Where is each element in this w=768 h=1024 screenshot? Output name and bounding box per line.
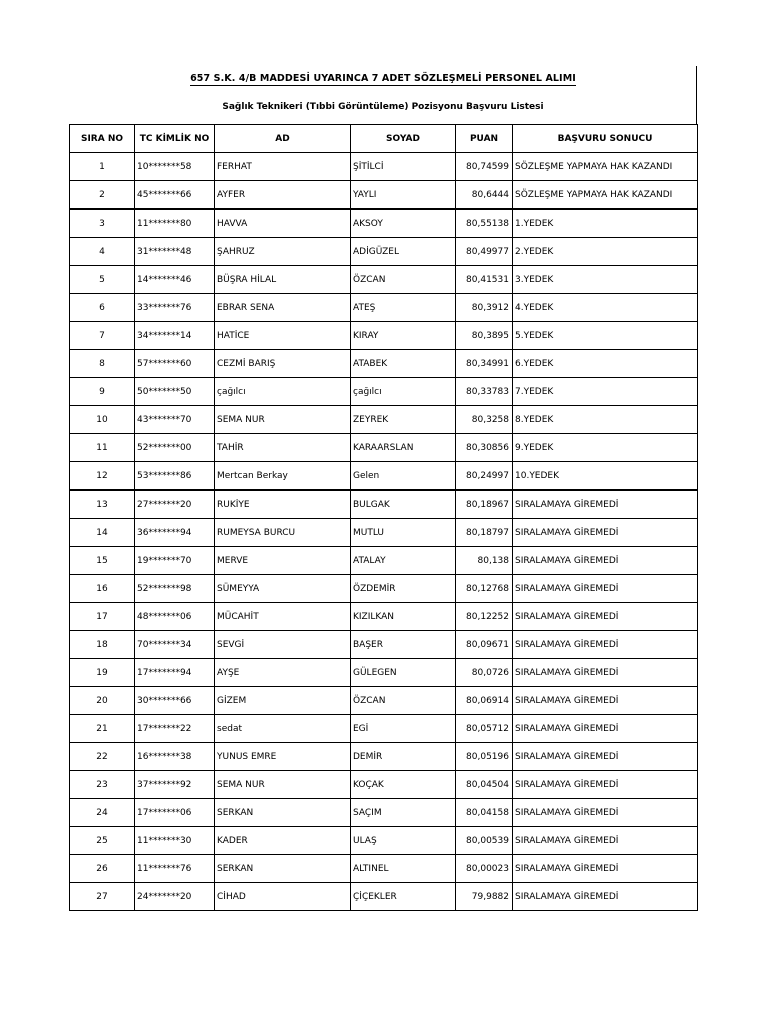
cell-basvuru-sonucu: SIRALAMAYA GİREMEDİ — [513, 575, 698, 603]
cell-tc-kimlik-no: 11*******80 — [135, 209, 215, 238]
cell-sira-no: 21 — [70, 715, 135, 743]
cell-sira-no: 14 — [70, 519, 135, 547]
cell-soyad: ADİGÜZEL — [351, 238, 456, 266]
table-row — [70, 153, 698, 181]
header-basvuru-sonucu: BAŞVURU SONUCU — [513, 125, 698, 153]
cell-sira-no: 3 — [70, 209, 135, 238]
table-row — [70, 209, 698, 238]
cell-ad: EBRAR SENA — [215, 294, 351, 322]
table-row — [70, 490, 698, 519]
cell-tc-kimlik-no: 19*******70 — [135, 547, 215, 575]
cell-sira-no: 19 — [70, 659, 135, 687]
cell-ad: SERKAN — [215, 799, 351, 827]
cell-sira-no: 7 — [70, 322, 135, 350]
cell-basvuru-sonucu: 10.YEDEK — [513, 462, 698, 491]
cell-tc-kimlik-no: 11*******30 — [135, 827, 215, 855]
cell-puan: 80,04504 — [456, 771, 513, 799]
table-row — [70, 322, 698, 350]
page-border-line — [696, 66, 697, 124]
cell-soyad: KIZILKAN — [351, 603, 456, 631]
cell-puan: 80,41531 — [456, 266, 513, 294]
cell-puan: 80,18797 — [456, 519, 513, 547]
header-ad: AD — [215, 125, 351, 153]
cell-ad: çağılcı — [215, 378, 351, 406]
cell-basvuru-sonucu: 9.YEDEK — [513, 434, 698, 462]
cell-puan: 80,33783 — [456, 378, 513, 406]
table-row — [70, 827, 698, 855]
cell-sira-no: 23 — [70, 771, 135, 799]
cell-soyad: KARAARSLAN — [351, 434, 456, 462]
cell-ad: SEMA NUR — [215, 771, 351, 799]
cell-puan: 80,6444 — [456, 181, 513, 210]
cell-sira-no: 6 — [70, 294, 135, 322]
table-row — [70, 266, 698, 294]
cell-soyad: AKSOY — [351, 209, 456, 238]
cell-soyad: ZEYREK — [351, 406, 456, 434]
cell-soyad: ÖZCAN — [351, 266, 456, 294]
cell-tc-kimlik-no: 27*******20 — [135, 490, 215, 519]
cell-tc-kimlik-no: 33*******76 — [135, 294, 215, 322]
cell-soyad: EGİ — [351, 715, 456, 743]
cell-puan: 80,18967 — [456, 490, 513, 519]
table-row — [70, 181, 698, 210]
cell-soyad: KOÇAK — [351, 771, 456, 799]
document-title-text: 657 S.K. 4/B MADDESİ UYARINCA 7 ADET SÖZLEŞMELİ PERSONEL ALIMI — [190, 73, 576, 84]
cell-sira-no: 15 — [70, 547, 135, 575]
cell-soyad: ATEŞ — [351, 294, 456, 322]
cell-tc-kimlik-no: 52*******98 — [135, 575, 215, 603]
header-tc-kimlik-no: TC KİMLİK NO — [135, 125, 215, 153]
cell-ad: sedat — [215, 715, 351, 743]
cell-ad: HATİCE — [215, 322, 351, 350]
cell-tc-kimlik-no: 11*******76 — [135, 855, 215, 883]
table-body — [70, 153, 698, 911]
cell-tc-kimlik-no: 30*******66 — [135, 687, 215, 715]
cell-tc-kimlik-no: 48*******06 — [135, 603, 215, 631]
table-row — [70, 715, 698, 743]
cell-tc-kimlik-no: 14*******46 — [135, 266, 215, 294]
cell-basvuru-sonucu: 2.YEDEK — [513, 238, 698, 266]
cell-soyad: BULGAK — [351, 490, 456, 519]
cell-basvuru-sonucu: SIRALAMAYA GİREMEDİ — [513, 519, 698, 547]
table-row — [70, 883, 698, 911]
cell-tc-kimlik-no: 24*******20 — [135, 883, 215, 911]
cell-sira-no: 16 — [70, 575, 135, 603]
cell-soyad: ÇİÇEKLER — [351, 883, 456, 911]
table-row — [70, 547, 698, 575]
cell-puan: 79,9882 — [456, 883, 513, 911]
cell-puan: 80,0726 — [456, 659, 513, 687]
cell-soyad: DEMİR — [351, 743, 456, 771]
cell-sira-no: 22 — [70, 743, 135, 771]
cell-basvuru-sonucu: 7.YEDEK — [513, 378, 698, 406]
cell-basvuru-sonucu: SIRALAMAYA GİREMEDİ — [513, 771, 698, 799]
document-subtitle: Sağlık Teknikeri (Tıbbi Görüntüleme) Pozisyonu Başvuru Listesi — [222, 102, 544, 112]
cell-soyad: BAŞER — [351, 631, 456, 659]
cell-sira-no: 9 — [70, 378, 135, 406]
cell-sira-no: 27 — [70, 883, 135, 911]
cell-sira-no: 18 — [70, 631, 135, 659]
cell-ad: SERKAN — [215, 855, 351, 883]
cell-ad: SEMA NUR — [215, 406, 351, 434]
cell-basvuru-sonucu: 1.YEDEK — [513, 209, 698, 238]
cell-ad: FERHAT — [215, 153, 351, 181]
cell-puan: 80,24997 — [456, 462, 513, 491]
cell-basvuru-sonucu: SIRALAMAYA GİREMEDİ — [513, 743, 698, 771]
cell-ad: ŞAHRUZ — [215, 238, 351, 266]
cell-ad: SEVGİ — [215, 631, 351, 659]
cell-tc-kimlik-no: 10*******58 — [135, 153, 215, 181]
cell-puan: 80,05712 — [456, 715, 513, 743]
cell-ad: GİZEM — [215, 687, 351, 715]
cell-ad: AYFER — [215, 181, 351, 210]
table-row — [70, 350, 698, 378]
cell-sira-no: 4 — [70, 238, 135, 266]
cell-sira-no: 13 — [70, 490, 135, 519]
cell-puan: 80,12768 — [456, 575, 513, 603]
cell-ad: KADER — [215, 827, 351, 855]
cell-soyad: ŞİTİLCİ — [351, 153, 456, 181]
cell-ad: TAHİR — [215, 434, 351, 462]
table-row — [70, 771, 698, 799]
cell-puan: 80,55138 — [456, 209, 513, 238]
cell-tc-kimlik-no: 16*******38 — [135, 743, 215, 771]
cell-puan: 80,00023 — [456, 855, 513, 883]
table-row — [70, 743, 698, 771]
cell-soyad: ULAŞ — [351, 827, 456, 855]
cell-ad: CİHAD — [215, 883, 351, 911]
table-row — [70, 434, 698, 462]
cell-soyad: SAÇIM — [351, 799, 456, 827]
cell-tc-kimlik-no: 34*******14 — [135, 322, 215, 350]
cell-soyad: ATALAY — [351, 547, 456, 575]
cell-basvuru-sonucu: SIRALAMAYA GİREMEDİ — [513, 883, 698, 911]
cell-puan: 80,3895 — [456, 322, 513, 350]
cell-tc-kimlik-no: 31*******48 — [135, 238, 215, 266]
table-row — [70, 462, 698, 491]
header-sira-no: SIRA NO — [70, 125, 135, 153]
cell-tc-kimlik-no: 45*******66 — [135, 181, 215, 210]
cell-ad: BÜŞRA HİLAL — [215, 266, 351, 294]
cell-basvuru-sonucu: SIRALAMAYA GİREMEDİ — [513, 603, 698, 631]
table-row — [70, 799, 698, 827]
cell-puan: 80,34991 — [456, 350, 513, 378]
cell-sira-no: 11 — [70, 434, 135, 462]
cell-soyad: MUTLU — [351, 519, 456, 547]
cell-puan: 80,3912 — [456, 294, 513, 322]
cell-tc-kimlik-no: 17*******06 — [135, 799, 215, 827]
cell-basvuru-sonucu: 6.YEDEK — [513, 350, 698, 378]
table-row — [70, 659, 698, 687]
cell-puan: 80,05196 — [456, 743, 513, 771]
table-row — [70, 631, 698, 659]
header-puan: PUAN — [456, 125, 513, 153]
cell-tc-kimlik-no: 57*******60 — [135, 350, 215, 378]
cell-basvuru-sonucu: SÖZLEŞME YAPMAYA HAK KAZANDI — [513, 153, 698, 181]
cell-soyad: ÖZCAN — [351, 687, 456, 715]
cell-soyad: ATABEK — [351, 350, 456, 378]
cell-basvuru-sonucu: SIRALAMAYA GİREMEDİ — [513, 687, 698, 715]
cell-basvuru-sonucu: SIRALAMAYA GİREMEDİ — [513, 799, 698, 827]
table-header-row — [70, 125, 698, 153]
cell-ad: CEZMİ BARIŞ — [215, 350, 351, 378]
cell-tc-kimlik-no: 17*******94 — [135, 659, 215, 687]
cell-tc-kimlik-no: 36*******94 — [135, 519, 215, 547]
cell-soyad: KIRAY — [351, 322, 456, 350]
cell-puan: 80,74599 — [456, 153, 513, 181]
cell-soyad: ÖZDEMİR — [351, 575, 456, 603]
table-row — [70, 406, 698, 434]
cell-basvuru-sonucu: 4.YEDEK — [513, 294, 698, 322]
cell-basvuru-sonucu: SIRALAMAYA GİREMEDİ — [513, 659, 698, 687]
table-row — [70, 687, 698, 715]
cell-basvuru-sonucu: 5.YEDEK — [513, 322, 698, 350]
table-row — [70, 603, 698, 631]
cell-ad: SÜMEYYA — [215, 575, 351, 603]
cell-ad: MÜCAHİT — [215, 603, 351, 631]
table-row — [70, 855, 698, 883]
cell-sira-no: 1 — [70, 153, 135, 181]
cell-soyad: Gelen — [351, 462, 456, 491]
cell-sira-no: 20 — [70, 687, 135, 715]
header-soyad: SOYAD — [351, 125, 456, 153]
cell-tc-kimlik-no: 43*******70 — [135, 406, 215, 434]
cell-ad: YUNUS EMRE — [215, 743, 351, 771]
cell-puan: 80,49977 — [456, 238, 513, 266]
cell-ad: RUKİYE — [215, 490, 351, 519]
document-title — [70, 73, 696, 84]
cell-puan: 80,06914 — [456, 687, 513, 715]
cell-basvuru-sonucu: SIRALAMAYA GİREMEDİ — [513, 631, 698, 659]
cell-tc-kimlik-no: 50*******50 — [135, 378, 215, 406]
cell-soyad: GÜLEGEN — [351, 659, 456, 687]
table-row — [70, 294, 698, 322]
cell-tc-kimlik-no: 53*******86 — [135, 462, 215, 491]
cell-sira-no: 8 — [70, 350, 135, 378]
cell-tc-kimlik-no: 37*******92 — [135, 771, 215, 799]
cell-basvuru-sonucu: SIRALAMAYA GİREMEDİ — [513, 827, 698, 855]
cell-basvuru-sonucu: SIRALAMAYA GİREMEDİ — [513, 855, 698, 883]
cell-sira-no: 26 — [70, 855, 135, 883]
cell-sira-no: 25 — [70, 827, 135, 855]
cell-soyad: çağılcı — [351, 378, 456, 406]
cell-sira-no: 2 — [70, 181, 135, 210]
cell-sira-no: 24 — [70, 799, 135, 827]
cell-ad: RUMEYSA BURCU — [215, 519, 351, 547]
cell-basvuru-sonucu: SÖZLEŞME YAPMAYA HAK KAZANDI — [513, 181, 698, 210]
cell-ad: Mertcan Berkay — [215, 462, 351, 491]
cell-basvuru-sonucu: SIRALAMAYA GİREMEDİ — [513, 715, 698, 743]
table-row — [70, 238, 698, 266]
cell-puan: 80,00539 — [456, 827, 513, 855]
cell-ad: AYŞE — [215, 659, 351, 687]
cell-basvuru-sonucu: SIRALAMAYA GİREMEDİ — [513, 547, 698, 575]
cell-tc-kimlik-no: 17*******22 — [135, 715, 215, 743]
cell-puan: 80,3258 — [456, 406, 513, 434]
cell-puan: 80,12252 — [456, 603, 513, 631]
cell-sira-no: 12 — [70, 462, 135, 491]
table-row — [70, 519, 698, 547]
cell-basvuru-sonucu: SIRALAMAYA GİREMEDİ — [513, 490, 698, 519]
cell-ad: MERVE — [215, 547, 351, 575]
cell-tc-kimlik-no: 52*******00 — [135, 434, 215, 462]
cell-soyad: YAYLI — [351, 181, 456, 210]
cell-tc-kimlik-no: 70*******34 — [135, 631, 215, 659]
cell-sira-no: 5 — [70, 266, 135, 294]
cell-puan: 80,09671 — [456, 631, 513, 659]
table-row — [70, 575, 698, 603]
cell-puan: 80,30856 — [456, 434, 513, 462]
cell-ad: HAVVA — [215, 209, 351, 238]
cell-soyad: ALTINEL — [351, 855, 456, 883]
table-row — [70, 378, 698, 406]
cell-puan: 80,04158 — [456, 799, 513, 827]
cell-sira-no: 17 — [70, 603, 135, 631]
cell-basvuru-sonucu: 3.YEDEK — [513, 266, 698, 294]
applicant-table — [69, 124, 698, 911]
cell-basvuru-sonucu: 8.YEDEK — [513, 406, 698, 434]
cell-sira-no: 10 — [70, 406, 135, 434]
cell-puan: 80,138 — [456, 547, 513, 575]
